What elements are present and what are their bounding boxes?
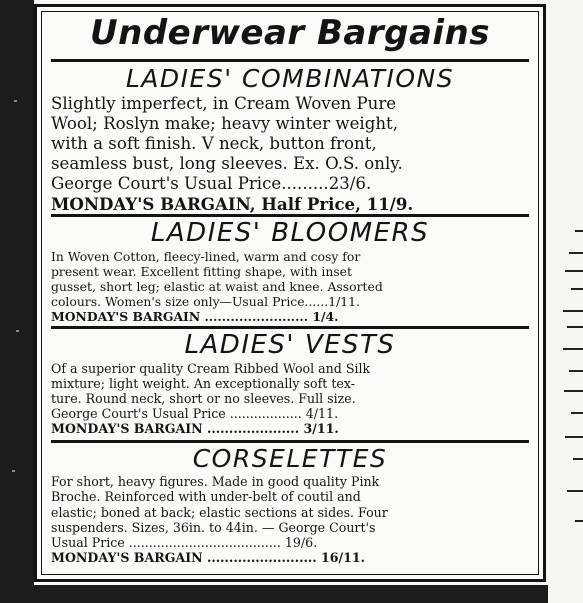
- section-description: [51, 474, 529, 566]
- section-combinations: [51, 64, 529, 214]
- bargain-price-line: MONDAY'S BARGAIN ......................... 16/11.: [51, 550, 366, 566]
- advertisement: [34, 4, 546, 582]
- scan-dark-edge-left: [0, 0, 34, 603]
- description-line: Of a superior quality Cream Ribbed Wool and Silk: [51, 361, 371, 376]
- price-line: George Court's Usual Price .................. 4/11.: [51, 406, 339, 421]
- bargain-price-line: MONDAY'S BARGAIN ........................ 1/4.: [51, 309, 339, 324]
- section-description: [51, 249, 529, 324]
- bargain-price-line: MONDAY'S BARGAIN ..................... 3/11.: [51, 421, 339, 436]
- bargain-price-line: MONDAY'S BARGAIN, Half Price, 11/9.: [51, 194, 414, 214]
- price-line: Usual Price ...................................... 19/6.: [51, 535, 318, 551]
- description-line: suspenders. Sizes, 36in. to 44in. — George Court's: [51, 519, 376, 535]
- description-line: Broche. Reinforced with under-belt of coutil and: [51, 489, 361, 505]
- section-vests: [51, 329, 529, 436]
- scan-dark-edge-bottom: [0, 585, 548, 603]
- section-bloomers: [51, 217, 529, 324]
- section-heading: LADIES' VESTS: [184, 330, 396, 360]
- description-line: Wool; Roslyn make; heavy winter weight,: [51, 114, 398, 133]
- description-line: ture. Round neck, short or no sleeves. Full size.: [51, 391, 356, 406]
- scan-speck: [14, 100, 17, 102]
- price-line: colours. Women's size only—Usual Price......1/11.: [51, 294, 360, 309]
- description-line: with a soft finish. V neck, button front,: [51, 134, 377, 153]
- adjacent-column-fragment: [560, 230, 583, 550]
- price-line: George Court's Usual Price.........23/6.: [51, 174, 372, 193]
- section-description: [51, 94, 529, 214]
- scan-speck: [16, 330, 19, 332]
- section-corselettes: [51, 443, 529, 566]
- description-line: seamless bust, long sleeves. Ex. O.S. only.: [51, 154, 403, 173]
- scan-speck: [12, 470, 15, 472]
- description-line: For short, heavy figures. Made in good quality Pink: [51, 474, 380, 489]
- ad-title: Underwear Bargains: [90, 13, 490, 53]
- section-heading: LADIES' COMBINATIONS: [125, 64, 455, 93]
- section-heading: CORSELETTES: [192, 444, 388, 473]
- title-rule: [51, 59, 529, 62]
- section-heading: LADIES' BLOOMERS: [150, 218, 430, 248]
- description-line: Slightly imperfect, in Cream Woven Pure: [51, 94, 397, 113]
- description-line: mixture; light weight. An exceptionally soft tex-: [51, 376, 355, 391]
- description-line: In Woven Cotton, fleecy-lined, warm and cosy for: [51, 249, 361, 264]
- description-line: present wear. Excellent fitting shape, with inset: [51, 264, 352, 279]
- section-description: [51, 361, 529, 436]
- description-line: gusset, short leg; elastic at waist and knee. Assorted: [51, 279, 383, 294]
- description-line: elastic; boned at back; elastic sections at sides. Four: [51, 504, 388, 520]
